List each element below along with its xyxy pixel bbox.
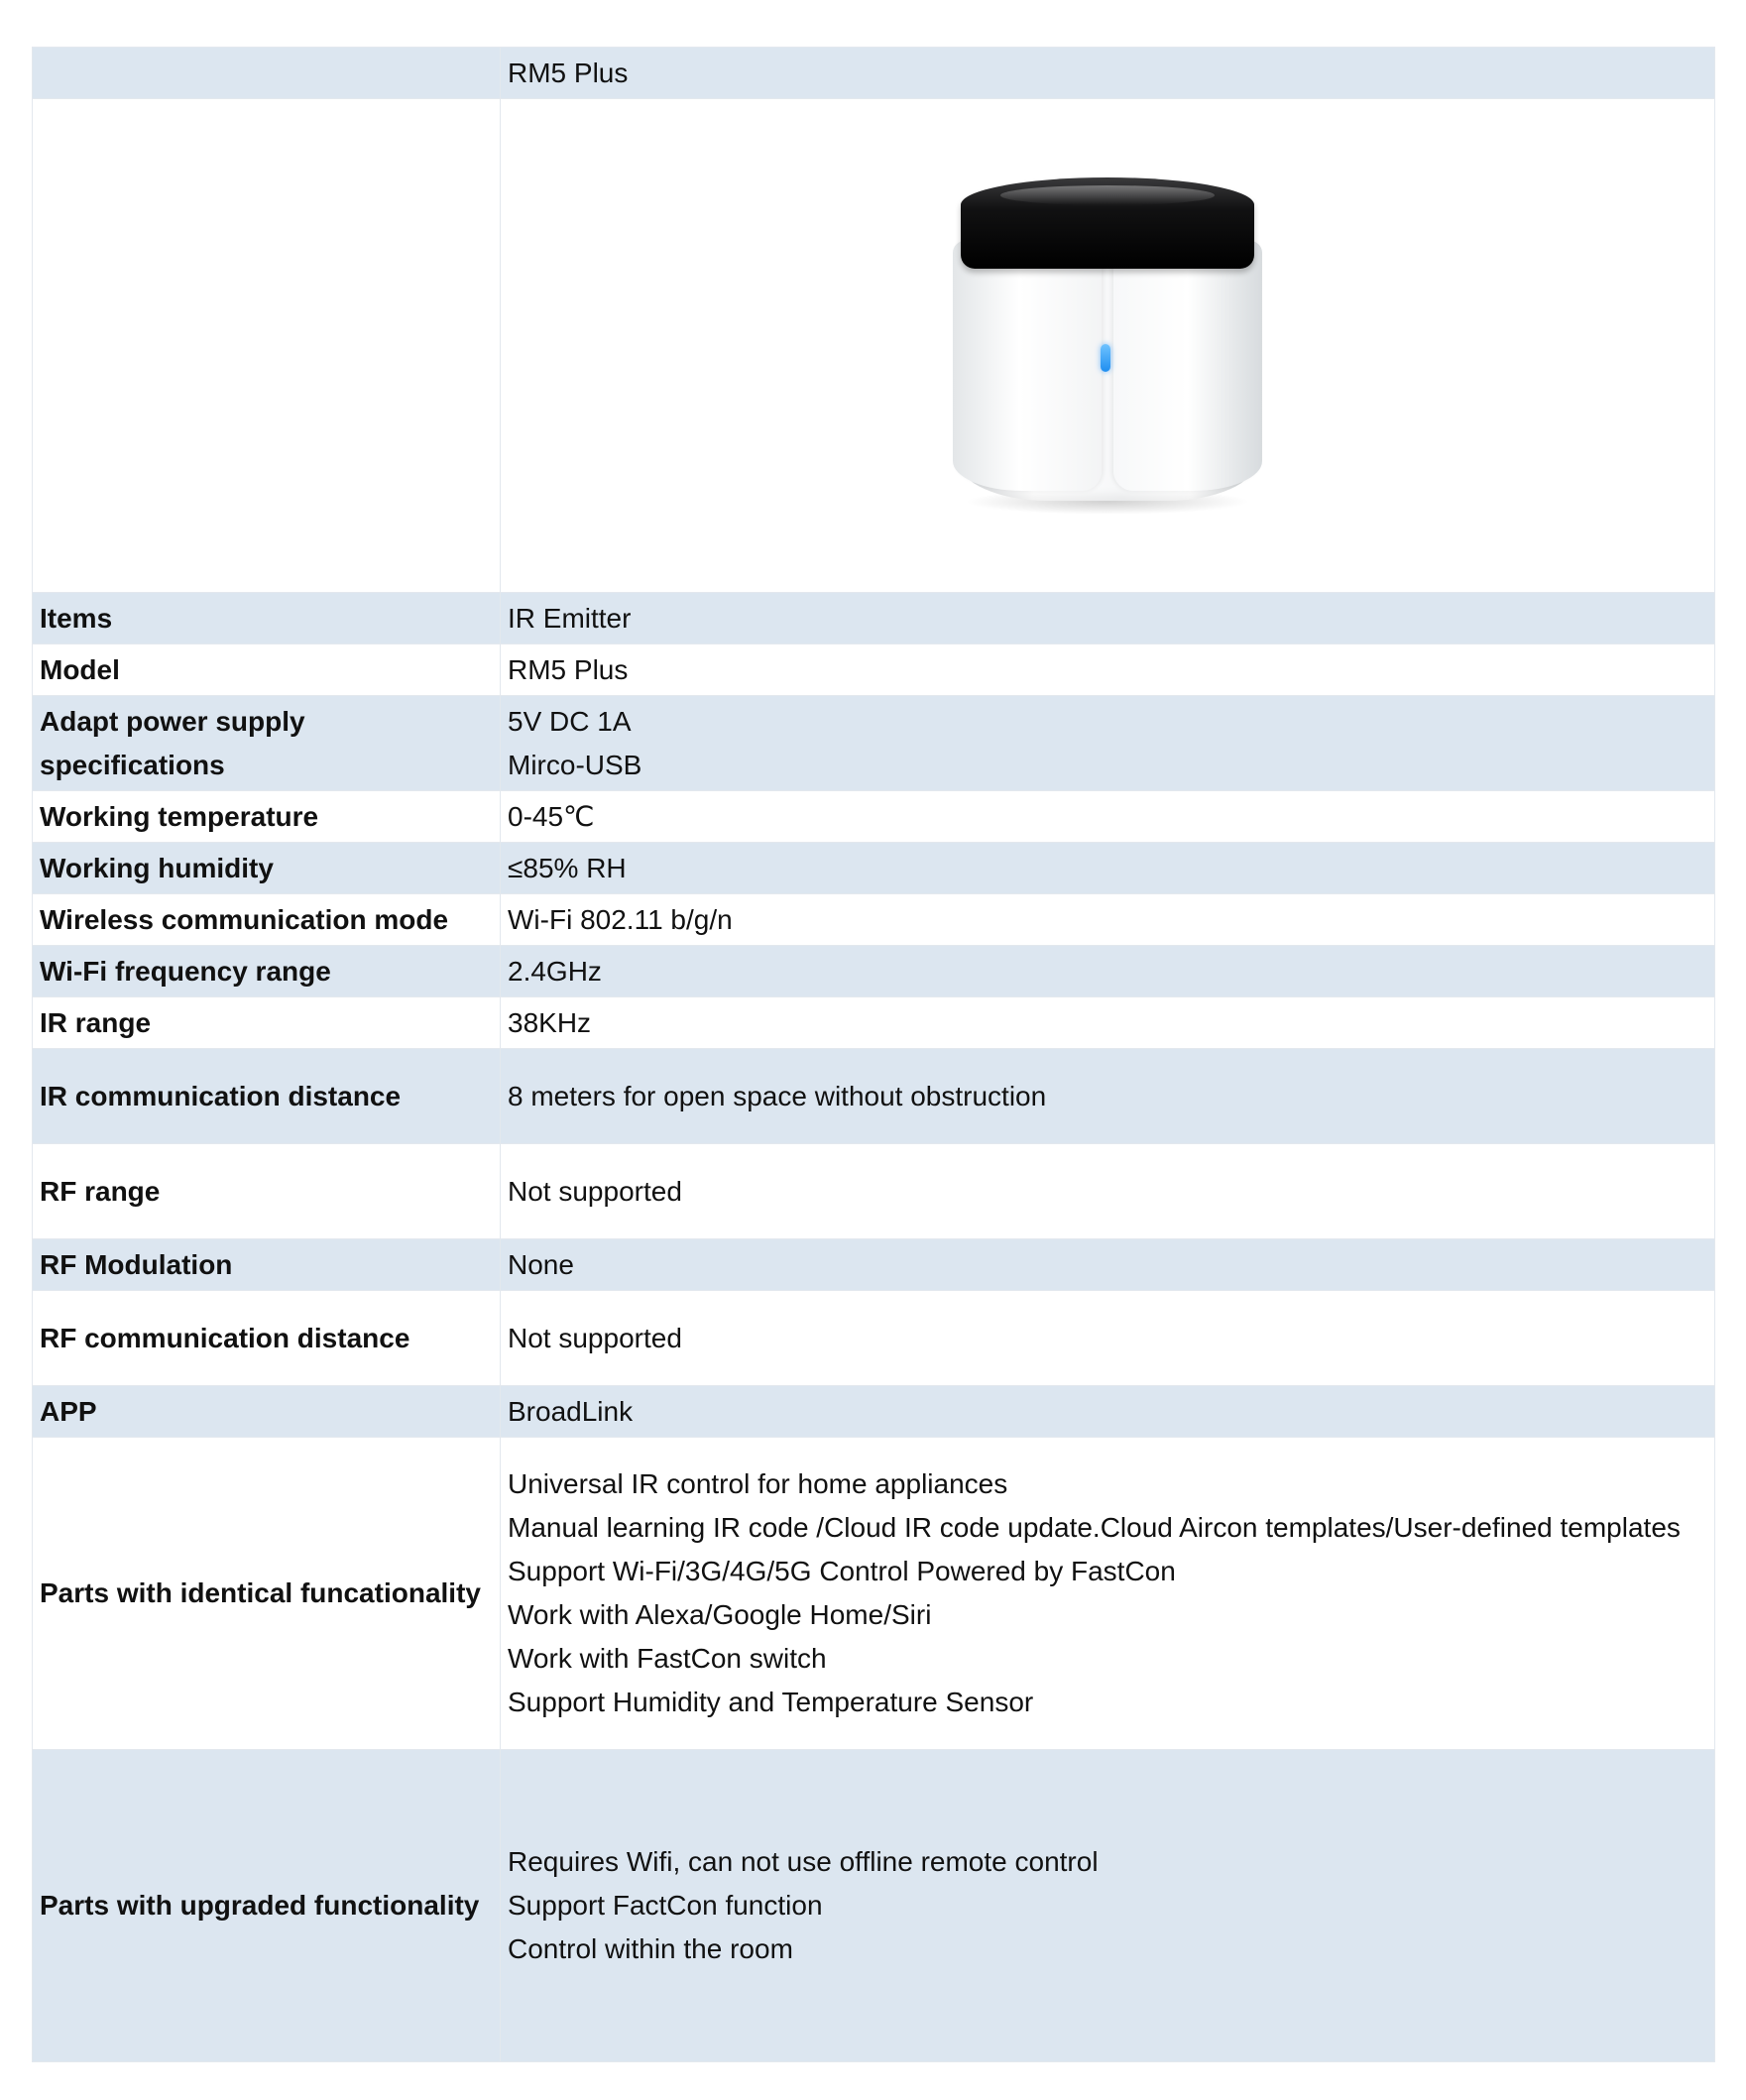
spec-value — [501, 843, 1715, 894]
spec-value-line: Universal IR control for home appliances — [508, 1468, 1008, 1499]
spec-label: Adapt power supply specifications — [33, 696, 501, 791]
spec-value-line: 0-45℃ — [508, 800, 595, 832]
spec-row — [33, 1144, 1715, 1239]
image-row — [33, 99, 1715, 593]
spec-row — [33, 593, 1715, 644]
spec-value — [501, 1239, 1715, 1291]
spec-value — [501, 791, 1715, 843]
spec-value — [501, 1291, 1715, 1386]
spec-value-line: 5V DC 1A — [508, 705, 632, 737]
header-row — [33, 48, 1715, 99]
image-row-empty-cell — [33, 99, 501, 593]
spec-row — [33, 1750, 1715, 2062]
spec-value-line: Not supported — [508, 1322, 682, 1353]
spec-value — [501, 946, 1715, 997]
header-model: RM5 Plus — [501, 48, 1715, 99]
spec-row — [33, 1291, 1715, 1386]
spec-row — [33, 894, 1715, 946]
spec-label: Wi-Fi frequency range — [33, 946, 501, 997]
spec-label: Model — [33, 644, 501, 696]
spec-value-line: 2.4GHz — [508, 955, 602, 987]
spec-value — [501, 696, 1715, 791]
spec-label: Wireless communication mode — [33, 894, 501, 946]
spec-label: Parts with identical funcationality — [33, 1438, 501, 1750]
spec-label: Working temperature — [33, 791, 501, 843]
spec-row — [33, 791, 1715, 843]
spec-value-line: Wi-Fi 802.11 b/g/n — [508, 903, 733, 935]
spec-value-line: Manual learning IR code /Cloud IR code update.Cloud Aircon templates/User-defined templates — [508, 1512, 1681, 1543]
device-cap — [961, 177, 1254, 269]
spec-row — [33, 696, 1715, 791]
spec-value-line: 8 meters for open space without obstruction — [508, 1080, 1047, 1111]
spec-value — [501, 894, 1715, 946]
spec-value-line: Work with Alexa/Google Home/Siri — [508, 1599, 932, 1630]
spec-label: Working humidity — [33, 843, 501, 894]
spec-value-line: Support FactCon function — [508, 1890, 823, 1921]
spec-table — [32, 47, 1715, 2062]
device-cap-shine — [1000, 185, 1215, 205]
spec-value — [501, 1049, 1715, 1144]
spec-label: Items — [33, 593, 501, 644]
spec-row — [33, 1049, 1715, 1144]
header-label-cell — [33, 48, 501, 99]
spec-value — [501, 593, 1715, 644]
spec-label: APP — [33, 1386, 501, 1438]
spec-value-line: Requires Wifi, can not use offline remote control — [508, 1846, 1099, 1877]
spec-value-line: IR Emitter — [508, 602, 632, 634]
spec-value-line: 38KHz — [508, 1006, 592, 1038]
device-wrap-right — [1113, 241, 1262, 491]
spec-row — [33, 843, 1715, 894]
device-led-indicator — [1101, 344, 1110, 372]
spec-label: RF communication distance — [33, 1291, 501, 1386]
spec-value-line: Support Humidity and Temperature Sensor — [508, 1687, 1034, 1717]
spec-row — [33, 1438, 1715, 1750]
spec-value — [501, 1386, 1715, 1438]
spec-label: Parts with upgraded functionality — [33, 1750, 501, 2062]
device-wrap-left — [953, 241, 1102, 491]
spec-row — [33, 644, 1715, 696]
spec-value-line: Support Wi-Fi/3G/4G/5G Control Powered by FastCon — [508, 1556, 1176, 1586]
spec-value-line: Work with FastCon switch — [508, 1643, 827, 1674]
device-image — [949, 177, 1266, 515]
spec-value-line: Mirco-USB — [508, 749, 642, 780]
spec-label: IR communication distance — [33, 1049, 501, 1144]
spec-row — [33, 997, 1715, 1049]
product-image-cell — [501, 99, 1715, 593]
spec-label: IR range — [33, 997, 501, 1049]
spec-value — [501, 1750, 1715, 2062]
spec-row — [33, 1386, 1715, 1438]
spec-row — [33, 946, 1715, 997]
spec-value — [501, 1438, 1715, 1750]
spec-value-line: BroadLink — [508, 1395, 634, 1427]
spec-value-line: None — [508, 1248, 574, 1280]
spec-value-line: Control within the room — [508, 1933, 793, 1964]
spec-label: RF Modulation — [33, 1239, 501, 1291]
spec-value — [501, 644, 1715, 696]
spec-label: RF range — [33, 1144, 501, 1239]
spec-value-line: ≤85% RH — [508, 852, 627, 883]
spec-value — [501, 997, 1715, 1049]
spec-row — [33, 1239, 1715, 1291]
spec-value-line: Not supported — [508, 1175, 682, 1207]
spec-value — [501, 1144, 1715, 1239]
spec-value-line: RM5 Plus — [508, 653, 629, 685]
